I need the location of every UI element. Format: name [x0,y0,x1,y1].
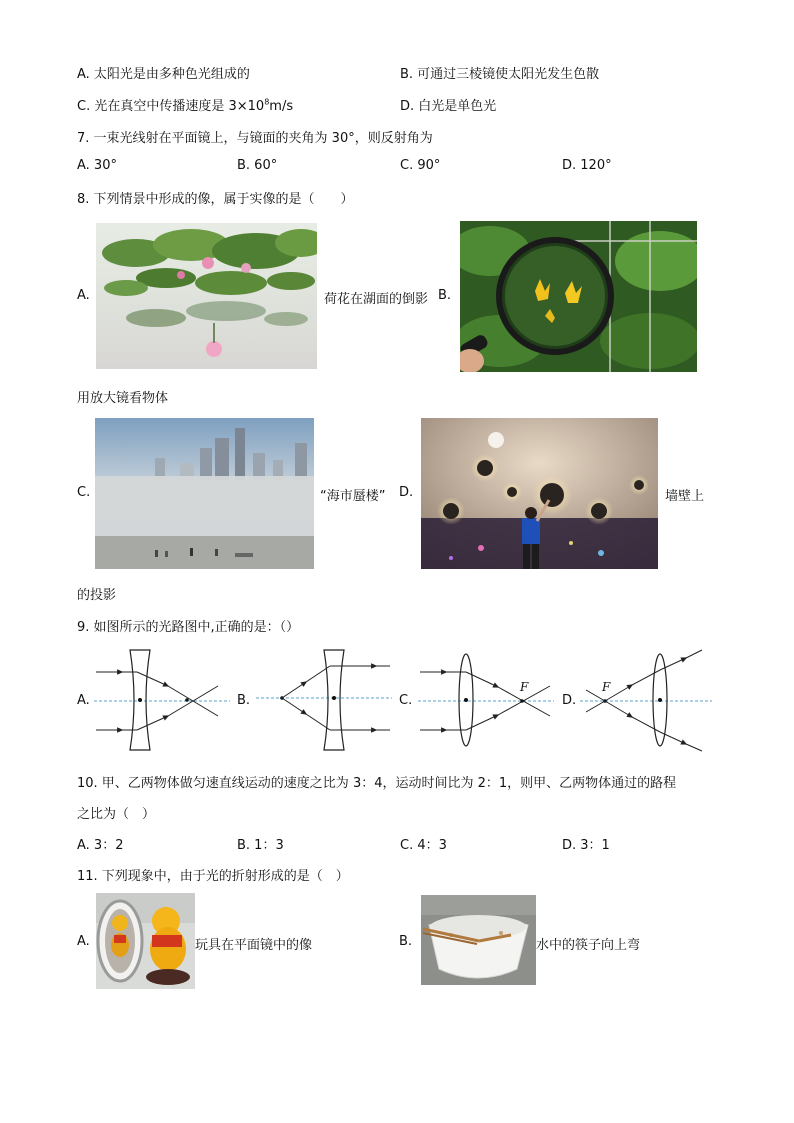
q9-a-focus-point [185,698,189,702]
q8-c-label: C. [77,485,91,500]
q9-d-focus-label: F [602,680,611,694]
q11-stem: 11. 下列现象中，由于光的折射形成的是（ ） [77,869,349,884]
q10-stem-line2: 之比为（ ） [77,807,156,822]
q7-option-d: D. 120° [562,158,612,173]
q6-option-c [77,95,293,114]
q8-c-text: “海市蜃楼” [320,489,386,504]
q11-a-text: 玩具在平面镜中的像 [195,938,313,953]
q9-a-label: A. [77,693,90,708]
mirage-city-photo [95,418,314,569]
q6-option-a: A. 太阳光是由多种色光组成的 [77,67,250,82]
q9-a-optical-center [138,698,142,702]
chopsticks-bowl-photo [421,895,536,985]
q8-b-label: B. [438,288,452,303]
q9-b-diagram [254,648,394,752]
q8-d-label: D. [399,485,414,500]
q9-c-optical-center [464,698,468,702]
q11-b-label: B. [399,934,413,949]
q9-c-diagram [416,648,556,752]
q9-c-focus-label: F [520,680,529,694]
q6-option-d: D. 白光是单色光 [400,99,497,114]
q8-d-text-continued: 的投影 [77,588,117,603]
q8-b-text: 用放大镜看物体 [77,391,169,406]
q7-stem: 7. 一束光线射在平面镜上，与镜面的夹角为 30°，则反射角为 [77,131,433,146]
q10-option-a: A. 3：2 [77,838,124,853]
q9-c-focus-point [520,699,524,703]
q8-a-text: 荷花在湖面的倒影 [324,292,429,307]
q9-b-label: B. [237,693,251,708]
q9-stem: 9. 如图所示的光路图中,正确的是：（） [77,620,300,635]
q6-option-c-unit: m/s [269,99,294,114]
q7-option-c: C. 90° [400,158,441,173]
q9-a-diagram [92,648,232,752]
q10-option-d: D. 3：1 [562,838,610,853]
q6-option-b: B. 可通过三棱镜使太阳光发生色散 [400,67,600,82]
q9-d-label: D. [562,693,577,708]
q6-option-c-text: C. 光在真空中传播速度是 3×10 [77,99,265,114]
q10-option-b: B. 1：3 [237,838,284,853]
q11-a-label: A. [77,934,90,949]
q11-b-text: 水中的筷子向上弯 [536,938,641,953]
wall-projection-photo [421,418,658,569]
magnifier-flowers-photo [460,221,697,372]
q8-a-label: A. [77,288,90,303]
toy-mirror-photo [96,893,195,989]
q9-d-diagram [578,648,714,752]
q10-stem-line1: 10. 甲、乙两物体做匀速直线运动的速度之比为 3：4，运动时间比为 2：1，则甲、乙两物体通过的路程 [77,776,677,791]
q7-option-b: B. 60° [237,158,278,173]
q10-option-c: C. 4：3 [400,838,447,853]
q9-d-optical-center [658,698,662,702]
q8-stem: 8. 下列情景中形成的像，属于实像的是（ ） [77,192,354,207]
q9-c-label: C. [399,693,413,708]
q9-b-optical-center [332,696,336,700]
q8-d-text: 墙壁上 [665,489,705,504]
lotus-reflection-photo [96,223,317,369]
q6-option-c-exponent: 8 [264,97,270,107]
q7-option-a: A. 30° [77,158,117,173]
